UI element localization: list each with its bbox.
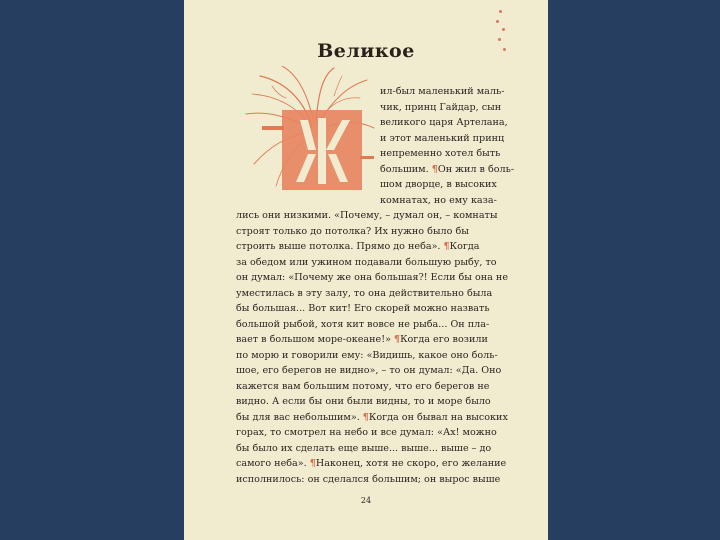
text-line: ил-был маленький маль- [380, 86, 505, 97]
paragraph-mark: ¶ [431, 164, 438, 175]
text-line: уместилась в эту залу, то она действительно была [236, 288, 493, 299]
text-line: самого неба». ¶Наконец, хотя не скоро, его желание [236, 458, 507, 469]
text-line: комнатах, но ему каза- [380, 195, 497, 206]
text-line: по морю и говорили ему: «Видишь, какое оно боль- [236, 350, 498, 361]
text-line: шом дворце, в высоких [380, 179, 497, 190]
text-line: за обедом или ужином подавали большую рыбу, то [236, 257, 497, 268]
paragraph-mark: ¶ [443, 241, 450, 252]
page-number: 24 [360, 496, 372, 505]
text-line: бы большая... Вот кит! Его скорей можно назвать [236, 303, 490, 314]
text-line: горах, то смотрел на небо и все думал: «Ах! можно [236, 427, 497, 438]
text-line: видно. А если бы они были видны, то и море было [236, 396, 491, 407]
drop-cap-illustration [242, 66, 378, 194]
text-line: лись они низкими. «Почему, – думал он, – комнаты [236, 210, 498, 221]
text-line: кажется вам большим потому, что его берегов не [236, 381, 490, 392]
text-line: он думал: «Почему же она большая?! Если бы она не [236, 272, 509, 283]
paragraph-mark: ¶ [309, 458, 316, 469]
text-line: строят только до потолка? Их нужно было бы [236, 226, 469, 237]
text-line: большим. ¶Он жил в боль- [380, 164, 515, 175]
text-line: строить выше потолка. Прямо до неба». ¶Когда [236, 241, 480, 252]
paragraph-mark: ¶ [362, 412, 369, 423]
text-line: бы для вас небольшим». ¶Когда он бывал на высоких [236, 412, 508, 423]
text-line: шое, его берегов не видно», – то он думал: «Да. Оно [236, 365, 502, 376]
text-line: и этот маленький принц [380, 133, 505, 144]
text-line: большой рыбой, хотя кит вовсе не рыба... Он пла- [236, 319, 490, 330]
text-line: исполнилось: он сделался большим; он вырос выше [236, 474, 501, 485]
book-page [184, 0, 548, 540]
text-line: бы было их сделать еще выше... выше... выше – до [236, 443, 492, 454]
text-line: чик, принц Гайдар, сын [380, 102, 502, 113]
text-line: вает в большом море-океане!» ¶Когда его возили [236, 334, 488, 345]
text-line: великого царя Артелана, [380, 117, 508, 128]
paragraph-mark: ¶ [394, 334, 401, 345]
page-title: Великое [317, 40, 415, 62]
text-line: непременно хотел быть [380, 148, 501, 159]
